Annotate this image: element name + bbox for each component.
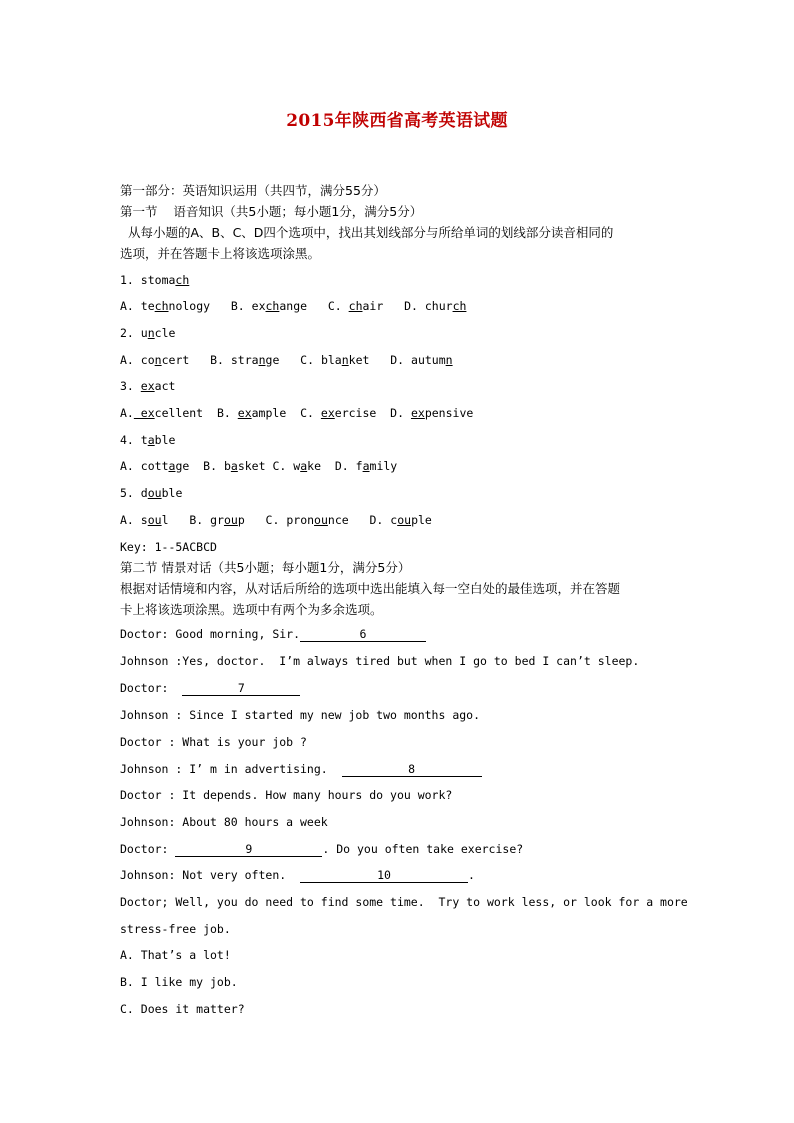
- question-word: 1. stomach: [120, 273, 190, 287]
- page-title: 2015年陕西省高考英语试题: [286, 111, 508, 131]
- dialogue-line: Johnson: Not very often. 10 .: [120, 868, 475, 882]
- section2-instruction: 根据对话情境和内容，从对话后所给的选项中选出能填入每一空白处的最佳选项，并在答题: [120, 581, 621, 596]
- answer-blank[interactable]: 10: [300, 868, 468, 883]
- answer-key: Key: 1--5ACBCD: [120, 540, 217, 554]
- dialogue-line: Johnson: About 80 hours a week: [120, 815, 328, 829]
- section2-heading: 第二节 情景对话（共5小题；每小题1分，满分5分）: [120, 560, 411, 575]
- dialogue-line: Doctor : It depends. How many hours do you work?: [120, 788, 453, 802]
- question-word: 2. uncle: [120, 326, 176, 340]
- dialogue-line: Doctor: 9 . Do you often take exercise?: [120, 842, 524, 856]
- choice-option: A. That’s a lot!: [120, 948, 231, 962]
- section1-instruction: 从每小题的A、B、C、D四个选项中，找出其划线部分与所给单词的划线部分读音相同的: [120, 225, 614, 240]
- question-word: 3. exact: [120, 379, 176, 393]
- dialogue-line: Johnson : Since I started my new job two months ago.: [120, 708, 481, 722]
- dialogue-line: stress-free job.: [120, 922, 231, 936]
- answer-blank[interactable]: 8: [342, 762, 482, 777]
- question-word: 4. table: [120, 433, 176, 447]
- question-options: A. technology B. exchange C. chair D. church: [120, 299, 467, 313]
- dialogue-line: Doctor: Good morning, Sir. 6: [120, 627, 426, 642]
- question-options: A. soul B. group C. pronounce D. couple: [120, 513, 432, 527]
- part1-heading: 第一部分：英语知识运用（共四节，满分55分）: [120, 183, 386, 198]
- question-word: 5. double: [120, 486, 183, 500]
- section1-heading: 第一节 语音知识（共5小题；每小题1分，满分5分）: [120, 204, 423, 219]
- answer-blank[interactable]: 7: [182, 681, 300, 696]
- question-options: A. cottage B. basket C. wake D. family: [120, 459, 398, 473]
- choice-option: B. I like my job.: [120, 975, 238, 989]
- choice-option: C. Does it matter?: [120, 1002, 245, 1016]
- dialogue-line: Johnson :Yes, doctor. I’m always tired but when I go to bed I can’t sleep.: [120, 654, 640, 668]
- dialogue-line: Johnson : I’ m in advertising. 8: [120, 762, 482, 777]
- answer-blank[interactable]: 6: [300, 627, 426, 642]
- answer-blank[interactable]: 9: [175, 842, 322, 857]
- dialogue-line: Doctor: 7: [120, 681, 300, 696]
- section1-instruction: 选项，并在答题卡上将该选项涂黑。: [120, 246, 321, 261]
- question-options: A. concert B. strange C. blanket D. autumn: [120, 353, 453, 367]
- question-options: A. excellent B. example C. exercise D. expensive: [120, 406, 474, 420]
- dialogue-line: Doctor; Well, you do need to find some time. Try to work less, or look for a more: [120, 895, 688, 909]
- dialogue-line: Doctor : What is your job ?: [120, 735, 307, 749]
- section2-instruction: 卡上将该选项涂黑。选项中有两个为多余选项。: [120, 602, 383, 617]
